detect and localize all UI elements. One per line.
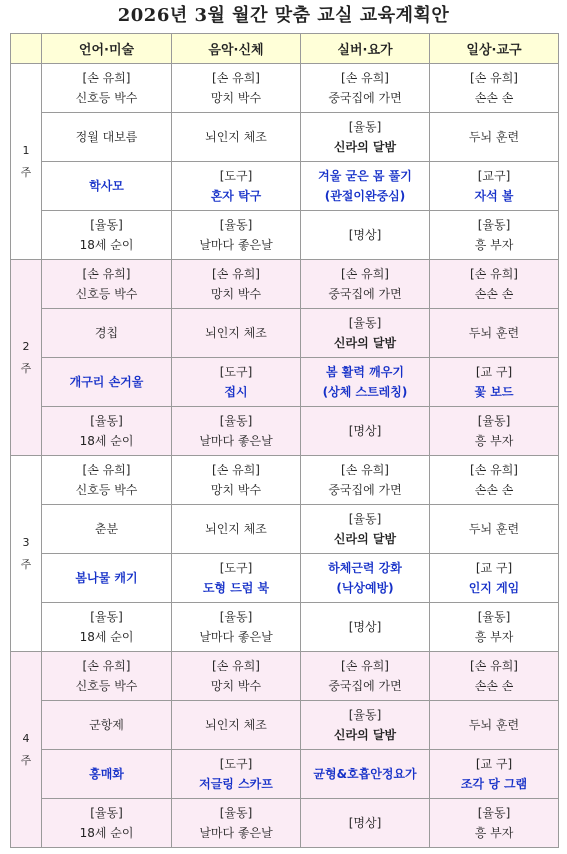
- week-suffix: 주: [20, 557, 32, 571]
- week-label: [11, 456, 42, 652]
- activity-name: 뇌인지 체조: [205, 130, 267, 144]
- activity-cell: [172, 701, 301, 750]
- week-1-row-2: [11, 113, 559, 162]
- activity-name: [명상]: [348, 228, 382, 242]
- activity-category: [손 유희]: [212, 267, 260, 281]
- activity-cell: [301, 603, 430, 652]
- activity-category: 겨울 굳은 몸 풀기: [318, 169, 412, 183]
- week-2-row-2: [11, 309, 559, 358]
- activity-cell: [301, 799, 430, 848]
- week-2-row-3: [11, 358, 559, 407]
- activity-name: 날마다 좋은날: [199, 434, 273, 448]
- activity-cell: [42, 358, 172, 407]
- activity-cell: [301, 652, 430, 701]
- activity-category: [교 구]: [475, 757, 513, 771]
- activity-name: 중국집에 가면: [328, 91, 402, 105]
- activity-name: 학사모: [89, 179, 124, 193]
- page-title: 2026년 3월 월간 맞춤 교실 교육계획안: [117, 5, 450, 26]
- activity-cell: [42, 554, 172, 603]
- activity-name: 자석 볼: [474, 189, 514, 203]
- activity-category: [율동]: [90, 414, 123, 428]
- activity-cell: [301, 701, 430, 750]
- activity-name: 개구리 손거울: [69, 375, 144, 389]
- activity-name: 중국집에 가면: [328, 679, 402, 693]
- week-suffix: 주: [20, 361, 32, 375]
- activity-name: 두뇌 훈련: [468, 130, 520, 144]
- activity-name: 중국집에 가면: [328, 483, 402, 497]
- activity-category: [율동]: [90, 218, 123, 232]
- week-label: [11, 652, 42, 848]
- activity-name: 손손 손: [474, 483, 514, 497]
- activity-cell: [301, 260, 430, 309]
- activity-category: [손 유희]: [82, 463, 131, 477]
- week-3-row-3: [11, 554, 559, 603]
- week-suffix: 주: [20, 753, 32, 767]
- activity-name: 날마다 좋은날: [199, 630, 273, 644]
- activity-category: [교 구]: [475, 365, 513, 379]
- activity-name: [명상]: [348, 816, 382, 830]
- activity-cell: [301, 456, 430, 505]
- activity-cell: [172, 113, 301, 162]
- activity-cell: [42, 211, 172, 260]
- header-music-physical: 음악·신체: [172, 34, 301, 64]
- activity-cell: [430, 113, 559, 162]
- activity-cell: [301, 64, 430, 113]
- week-label: [11, 260, 42, 456]
- activity-category: [도구]: [219, 169, 253, 183]
- week-1-row-4: [11, 211, 559, 260]
- activity-name: 신라의 달밤: [333, 336, 397, 350]
- activity-name: 망치 박수: [210, 483, 262, 497]
- activity-name: 손손 손: [474, 91, 514, 105]
- activity-name: 경칩: [94, 326, 119, 340]
- activity-cell: [172, 260, 301, 309]
- activity-cell: [42, 456, 172, 505]
- week-number: 4: [22, 731, 30, 745]
- activity-cell: [172, 603, 301, 652]
- activity-name: 망치 박수: [210, 679, 262, 693]
- activity-category: [율동]: [477, 414, 511, 428]
- activity-name: 균형&호흡안정요가: [313, 767, 417, 781]
- activity-cell: [172, 554, 301, 603]
- activity-cell: [301, 211, 430, 260]
- activity-cell: [430, 309, 559, 358]
- activity-name: 저글링 스카프: [199, 777, 273, 791]
- activity-name: 뇌인지 체조: [205, 718, 267, 732]
- activity-cell: [42, 603, 172, 652]
- activity-cell: [301, 750, 430, 799]
- activity-name: 18세 순이: [79, 434, 134, 448]
- activity-category: [율동]: [219, 806, 253, 820]
- week-number: 3: [22, 535, 30, 549]
- activity-name: 18세 순이: [79, 630, 134, 644]
- activity-name: 정월 대보름: [75, 130, 138, 144]
- header-language-art: 언어·미술: [42, 34, 172, 64]
- activity-cell: [430, 162, 559, 211]
- activity-category: 봄 활력 깨우기: [326, 365, 404, 379]
- activity-cell: [172, 358, 301, 407]
- activity-cell: [42, 799, 172, 848]
- activity-category: [율동]: [219, 610, 253, 624]
- activity-cell: [42, 505, 172, 554]
- activity-name: (상체 스트레칭): [322, 385, 408, 399]
- activity-category: [율동]: [348, 708, 382, 722]
- activity-cell: [430, 652, 559, 701]
- activity-category: [율동]: [477, 610, 511, 624]
- activity-name: 뇌인지 체조: [205, 522, 267, 536]
- activity-cell: [301, 358, 430, 407]
- activity-category: [손 유희]: [470, 659, 518, 673]
- activity-name: 인지 게임: [468, 581, 520, 595]
- activity-category: [율동]: [219, 218, 253, 232]
- activity-category: [율동]: [90, 610, 123, 624]
- week-4-row-2: [11, 701, 559, 750]
- header-row: [11, 34, 559, 64]
- activity-category: [율동]: [477, 806, 511, 820]
- activity-name: 신라의 달밤: [333, 140, 397, 154]
- activity-category: [손 유희]: [212, 71, 260, 85]
- activity-category: [손 유희]: [82, 267, 131, 281]
- activity-category: [교구]: [477, 169, 511, 183]
- week-label: [11, 64, 42, 260]
- activity-name: 흥 부자: [474, 630, 514, 644]
- week-1-row-1: [11, 64, 559, 113]
- activity-category: [율동]: [219, 414, 253, 428]
- activity-cell: [301, 554, 430, 603]
- activity-cell: [172, 211, 301, 260]
- activity-name: 신호등 박수: [75, 679, 138, 693]
- activity-cell: [430, 505, 559, 554]
- week-4-row-3: [11, 750, 559, 799]
- week-number: 1: [22, 143, 30, 157]
- activity-name: 흥 부자: [474, 238, 514, 252]
- week-3-row-2: [11, 505, 559, 554]
- activity-name: 날마다 좋은날: [199, 238, 273, 252]
- activity-name: 중국집에 가면: [328, 287, 402, 301]
- activity-name: 흥 부자: [474, 434, 514, 448]
- header-silver-yoga: 실버·요가: [301, 34, 430, 64]
- activity-cell: [430, 701, 559, 750]
- activity-cell: [430, 358, 559, 407]
- activity-cell: [42, 407, 172, 456]
- activity-category: [손 유희]: [470, 267, 518, 281]
- week-number: 2: [22, 339, 30, 353]
- activity-name: 손손 손: [474, 287, 514, 301]
- activity-category: [손 유희]: [470, 71, 518, 85]
- activity-name: 조각 당 그램: [460, 777, 528, 791]
- activity-category: [율동]: [348, 512, 382, 526]
- activity-category: [도구]: [219, 757, 253, 771]
- week-2-row-4: [11, 407, 559, 456]
- activity-name: 혼자 탁구: [210, 189, 262, 203]
- week-suffix: 주: [20, 165, 32, 179]
- activity-category: [율동]: [90, 806, 123, 820]
- activity-name: 두뇌 훈련: [468, 522, 520, 536]
- activity-name: 날마다 좋은날: [199, 826, 273, 840]
- activity-name: 접시: [224, 385, 248, 399]
- activity-cell: [172, 309, 301, 358]
- activity-category: [율동]: [348, 120, 382, 134]
- activity-cell: [430, 64, 559, 113]
- activity-cell: [42, 113, 172, 162]
- week-2-row-1: [11, 260, 559, 309]
- week-4-row-4: [11, 799, 559, 848]
- activity-name: (관절이완중심): [324, 189, 406, 203]
- activity-cell: [301, 407, 430, 456]
- activity-name: 두뇌 훈련: [468, 326, 520, 340]
- activity-name: 봄나물 캐기: [75, 571, 138, 585]
- activity-cell: [430, 407, 559, 456]
- week-4-row-1: [11, 652, 559, 701]
- activity-cell: [42, 701, 172, 750]
- activity-category: 하체근력 강화: [328, 561, 402, 575]
- activity-name: 꽃 보드: [474, 385, 514, 399]
- activity-category: [율동]: [348, 316, 382, 330]
- activity-name: 홍매화: [89, 767, 124, 781]
- activity-name: 신라의 달밤: [333, 728, 397, 742]
- activity-cell: [42, 309, 172, 358]
- activity-cell: [42, 652, 172, 701]
- activity-category: [손 유희]: [341, 463, 389, 477]
- activity-cell: [172, 456, 301, 505]
- activity-cell: [172, 652, 301, 701]
- activity-cell: [172, 64, 301, 113]
- activity-name: 두뇌 훈련: [468, 718, 520, 732]
- activity-cell: [172, 162, 301, 211]
- activity-name: 손손 손: [474, 679, 514, 693]
- activity-cell: [430, 603, 559, 652]
- activity-cell: [42, 750, 172, 799]
- week-1-row-3: [11, 162, 559, 211]
- activity-cell: [172, 799, 301, 848]
- week-3-row-4: [11, 603, 559, 652]
- activity-name: 18세 순이: [79, 826, 134, 840]
- activity-category: [교 구]: [475, 561, 513, 575]
- activity-name: (낙상예방): [336, 581, 394, 595]
- activity-cell: [42, 260, 172, 309]
- activity-cell: [172, 750, 301, 799]
- activity-category: [손 유희]: [82, 659, 131, 673]
- activity-category: [손 유희]: [82, 71, 131, 85]
- activity-category: [손 유희]: [341, 659, 389, 673]
- activity-cell: [430, 211, 559, 260]
- activity-cell: [430, 799, 559, 848]
- activity-cell: [301, 113, 430, 162]
- activity-cell: [430, 554, 559, 603]
- activity-name: [명상]: [348, 620, 382, 634]
- activity-cell: [301, 505, 430, 554]
- activity-category: [손 유희]: [212, 463, 260, 477]
- activity-category: [손 유희]: [341, 267, 389, 281]
- activity-name: 춘분: [94, 522, 119, 536]
- activity-category: [율동]: [477, 218, 511, 232]
- activity-cell: [430, 456, 559, 505]
- activity-cell: [301, 162, 430, 211]
- activity-name: 군항제: [89, 718, 124, 732]
- header-daily-tools: 일상·교구: [430, 34, 559, 64]
- activity-name: 망치 박수: [210, 91, 262, 105]
- lesson-plan-table: [10, 33, 559, 848]
- activity-name: 도형 드럼 북: [202, 581, 270, 595]
- activity-name: 망치 박수: [210, 287, 262, 301]
- activity-name: 신호등 박수: [75, 483, 138, 497]
- activity-cell: [42, 64, 172, 113]
- activity-category: [도구]: [219, 561, 253, 575]
- activity-cell: [430, 260, 559, 309]
- header-corner: [11, 34, 42, 64]
- activity-cell: [430, 750, 559, 799]
- activity-name: 18세 순이: [79, 238, 134, 252]
- activity-category: [손 유희]: [341, 71, 389, 85]
- activity-name: 신호등 박수: [75, 91, 138, 105]
- activity-name: 흥 부자: [474, 826, 514, 840]
- activity-name: [명상]: [348, 424, 382, 438]
- activity-cell: [42, 162, 172, 211]
- activity-name: 뇌인지 체조: [205, 326, 267, 340]
- activity-cell: [301, 309, 430, 358]
- activity-category: [손 유희]: [212, 659, 260, 673]
- activity-name: 신호등 박수: [75, 287, 138, 301]
- activity-name: 신라의 달밤: [333, 532, 397, 546]
- plan-body: [11, 64, 559, 848]
- activity-cell: [172, 407, 301, 456]
- activity-category: [도구]: [219, 365, 253, 379]
- activity-category: [손 유희]: [470, 463, 518, 477]
- activity-cell: [172, 505, 301, 554]
- week-3-row-1: [11, 456, 559, 505]
